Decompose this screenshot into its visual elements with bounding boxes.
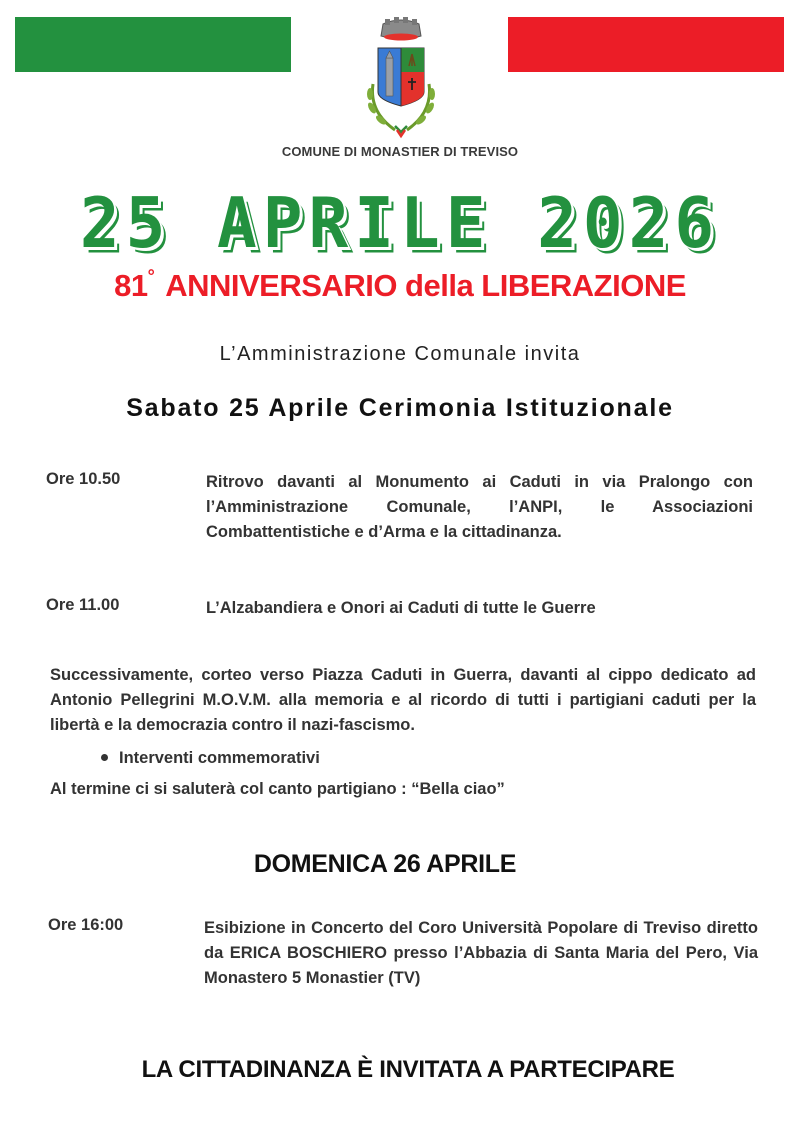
event-description: Ritrovo davanti al Monumento ai Caduti in via Pralongo con l’Amministrazione Comunale, l’ANPI, le Associazioni Combattentistiche e d’Arma e la cittadinanza. [206,473,753,541]
degree-symbol: ° [147,266,155,286]
anniversary-subtitle [0,268,800,304]
closing-invitation: LA CITTADINANZA È INVITATA A PARTECIPARE [141,1056,675,1083]
sunday-heading: DOMENICA 26 APRILE [253,850,517,878]
event-time: Ore 11.00 [46,596,120,614]
event-description: L’Alzabandiera e Onori ai Caduti di tutte le Guerre [206,599,596,617]
event-time: Ore 16:00 [48,916,124,934]
event-description: Esibizione in Concerto del Coro Università Popolare di Treviso diretto da ERICA BOSCHIERO presso l’Abbazia di Santa Maria del Pero, Via Monastero 5 Monastier (TV) [204,919,758,987]
procession-paragraph: Successivamente, corteo verso Piazza Caduti in Guerra, davanti al cippo dedicato ad Antonio Pellegrini M.O.V.M. alla memoria e al ricordo di tutti i partigiani caduti per la libertà e la democrazia contro il nazi-fascismo. [50,666,756,734]
municipality-name: COMUNE DI MONASTIER DI TREVISO [281,144,519,159]
event-date-title: 25 APRILE 2026 [79,183,721,264]
bullet-icon [101,754,108,761]
bullet-item [101,749,320,768]
bullet-text: Interventi commemorativi [119,749,320,767]
invitation-intro: L’Amministrazione Comunale invita [219,343,581,365]
closing-song-note: Al termine ci si saluterà col canto partigiano : “Bella ciao” [50,780,505,798]
event-time: Ore 10.50 [46,470,121,488]
coat-of-arms-icon [355,14,447,140]
italian-flag-red-band [508,17,784,72]
anniversary-text: ANNIVERSARIO della LIBERAZIONE [165,268,686,303]
italian-flag-green-band [15,17,291,72]
saturday-heading: Sabato 25 Aprile Cerimonia Istituzionale [126,394,674,422]
anniversary-number: 81 [114,268,148,303]
